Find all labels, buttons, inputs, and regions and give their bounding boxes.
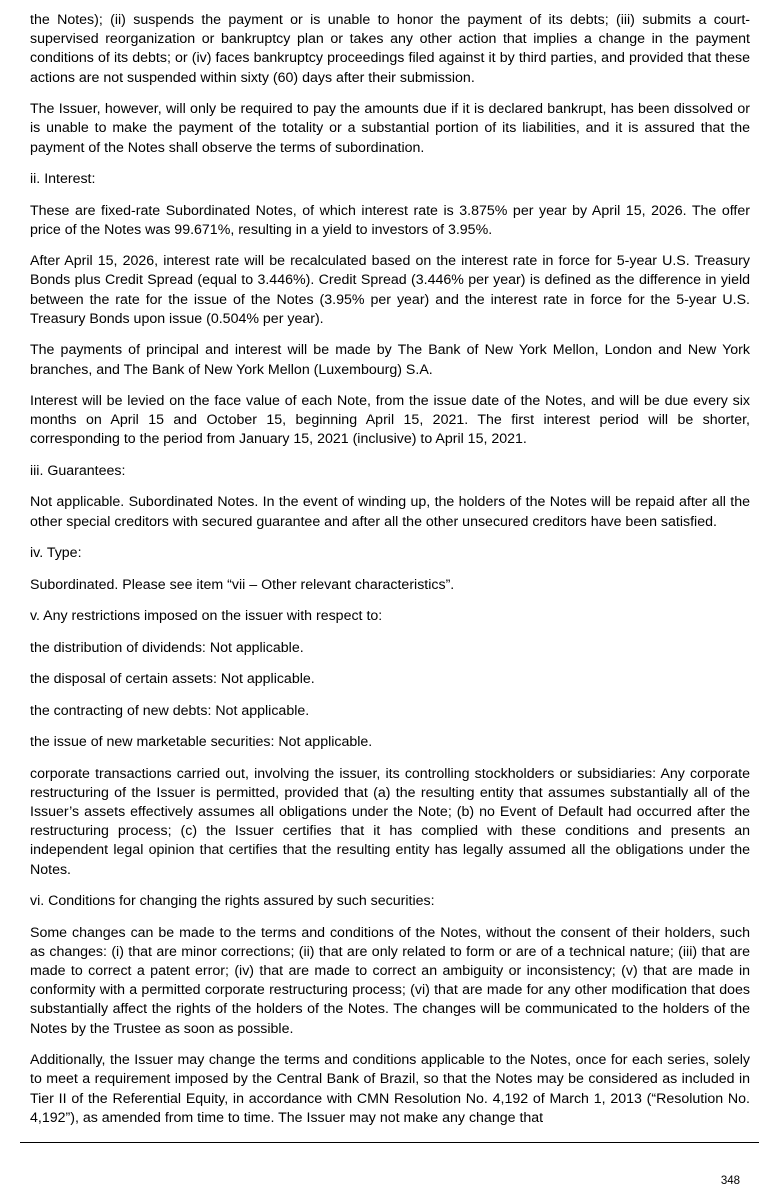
section-heading-restrictions: v. Any restrictions imposed on the issuer with respect to: bbox=[30, 608, 383, 625]
footer-divider bbox=[20, 1142, 759, 1143]
paragraph-allowed-changes: Some changes can be made to the terms and conditions of the Notes, without the consent of their holders, such as changes: (i) that are minor corrections; (ii) that are only related to form or are of a technical nature; (iii) that are made to correct a patent error; (iv) that are made to correct an ambiguity or inconsistency; (v) that are made in conformity with a permitted corporate restructuring process; (vi) that are made for any other modification that does substantially affect the rights of the holders of the Notes. The changes will be communicated to the holders of the Notes by the Trustee as soon as possible. bbox=[30, 924, 750, 1037]
document-body bbox=[30, 11, 750, 1140]
section-heading-type: iv. Type: bbox=[30, 545, 82, 562]
section-heading-guarantees: iii. Guarantees: bbox=[30, 462, 126, 479]
paragraph-interest-schedule: Interest will be levied on the face value of each Note, from the issue date of the Notes, and will be due every six months on April 15 and October 15, beginning April 15, 2021. The first interest period will be shorter, corresponding to the period from January 15, 2021 (inclusive) to April 15, 2021. bbox=[30, 393, 750, 448]
paragraph-payment-agents: The payments of principal and interest will be made by The Bank of New York Mellon, London and New York branches, and The Bank of New York Mellon (Luxembourg) S.A. bbox=[30, 342, 750, 378]
restriction-corporate-transactions: corporate transactions carried out, involving the issuer, its controlling stockholders or subsidiaries: Any corporate restructuring of the Issuer is permitted, provided that (a) the resulting entity that assumes substantially all of the Issuer’s assets effectively assumes all obligations under the Note; (b) no Event of Default had occurred after the restructuring process; (c) the Issuer certifies that it has complied with these conditions and presents an independent legal opinion that certifies that the resulting entity has legally assumed all the obligations under the Notes. bbox=[30, 765, 750, 878]
paragraph-central-bank-changes: Additionally, the Issuer may change the terms and conditions applicable to the Notes, once for each series, solely to meet a requirement imposed by the Central Bank of Brazil, so that the Notes may be considered as included in Tier II of the Referential Equity, in accordance with CMN Resolution No. 4,192 of March 1, 2013 (“Resolution No. 4,192”), as amended from time to time. The Issuer may not make any change that bbox=[30, 1052, 750, 1126]
restriction-asset-disposal: the disposal of certain assets: Not applicable. bbox=[30, 671, 315, 688]
restriction-new-debts: the contracting of new debts: Not applicable. bbox=[30, 702, 310, 719]
paragraph-fixed-rate: These are fixed-rate Subordinated Notes, of which interest rate is 3.875% per year by April 15, 2026. The offer price of the Notes was 99.671%, resulting in a yield to investors of 3.95%. bbox=[30, 202, 750, 238]
restriction-dividends: the distribution of dividends: Not applicable. bbox=[30, 639, 304, 656]
paragraph-default-conditions: the Notes); (ii) suspends the payment or is unable to honor the payment of its debts; (iii) submits a court-supervised reorganization or bankruptcy plan or takes any other action that implies a change in the payment conditions of its debts; or (iv) faces bankruptcy proceedings filed against it by third parties, and provided that these actions are not suspended within sixty (60) days after their submission. bbox=[30, 12, 750, 86]
paragraph-guarantees: Not applicable. Subordinated Notes. In the event of winding up, the holders of the Notes will be repaid after all the other special creditors with secured guarantee and after all the other unsecured creditors have been satisfied. bbox=[30, 494, 750, 530]
page-number: 348 bbox=[720, 1175, 740, 1187]
paragraph-issuer-payment: The Issuer, however, will only be required to pay the amounts due if it is declared bankrupt, has been dissolved or is unable to make the payment of the totality or a substantial portion of its liabilities, and it is assured that the payment of the Notes shall observe the terms of subordination. bbox=[30, 101, 750, 156]
restriction-new-securities: the issue of new marketable securities: Not applicable. bbox=[30, 734, 373, 751]
paragraph-type: Subordinated. Please see item “vii – Other relevant characteristics”. bbox=[30, 576, 455, 593]
section-heading-rights-changes: vi. Conditions for changing the rights assured by such securities: bbox=[30, 893, 435, 910]
paragraph-rate-recalculation: After April 15, 2026, interest rate will be recalculated based on the interest rate in force for 5-year U.S. Treasury Bonds plus Credit Spread (equal to 3.446%). Credit Spread (3.446% per year) is defined as the difference in yield between the rate for the issue of the Notes (3.95% per year) and the interest rate in force for the 5-year U.S. Treasury Bonds upon issue (0.504% per year). bbox=[30, 253, 750, 327]
section-heading-interest: ii. Interest: bbox=[30, 171, 96, 188]
